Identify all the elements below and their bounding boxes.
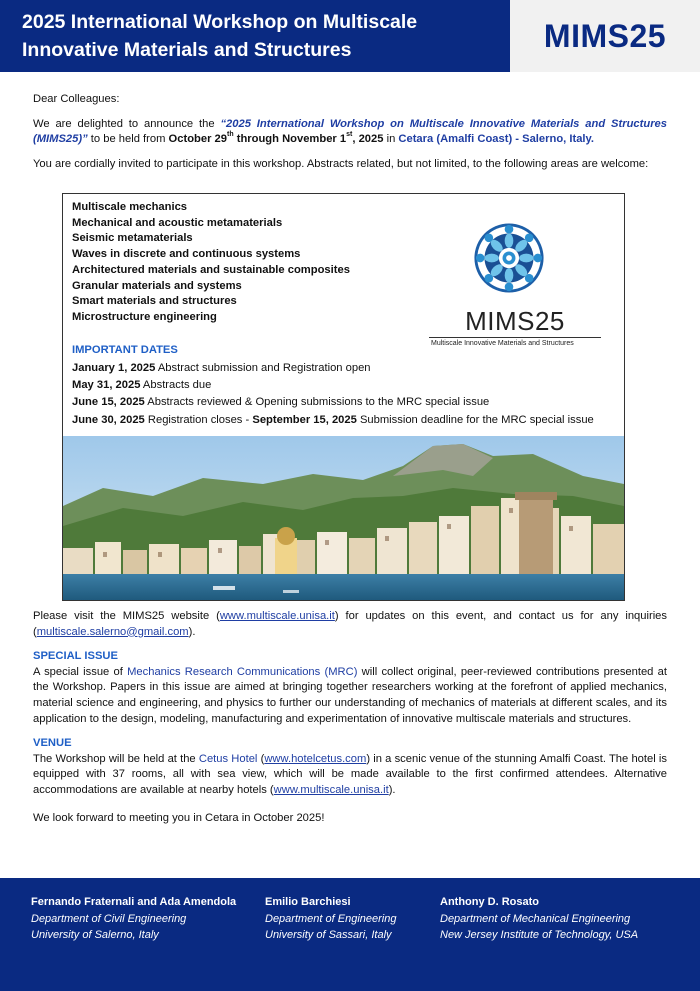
date-item: June 30, 2025 Registration closes - September 15, 2025 Submission deadline for the MRC special issue bbox=[72, 413, 594, 426]
intro-text: We are delighted to announce the bbox=[33, 117, 221, 130]
topic-item: Granular materials and systems bbox=[72, 279, 242, 292]
special-issue-heading: SPECIAL ISSUE bbox=[33, 650, 118, 663]
logo-subtitle: Multiscale Innovative Materials and Structures bbox=[431, 340, 574, 347]
hotel-name: Cetus Hotel bbox=[198, 752, 258, 765]
title-line-1: 2025 International Workshop on Multiscale bbox=[22, 11, 418, 33]
header-badge bbox=[510, 0, 700, 72]
alt-hotels-link[interactable]: www.multiscale.unisa.it bbox=[273, 783, 389, 796]
topic-item: Microstructure engineering bbox=[72, 310, 217, 323]
important-dates-list bbox=[72, 360, 594, 429]
mandala-icon bbox=[473, 222, 545, 294]
greeting: Dear Colleagues: bbox=[33, 93, 120, 105]
event-location: Cetara (Amalfi Coast) - Salerno, Italy. bbox=[398, 133, 595, 146]
organizer-3: Anthony D. Rosato Department of Mechanical Engineering New Jersey Institute of Technology, USA bbox=[440, 896, 639, 941]
venue-paragraph: The Workshop will be held at the Cetus Hotel (www.hotelcetus.com) in a scenic venue of the stunning Amalfi Coast. The hotel is equipped with 37 rooms, all with sea view, which will be made available to the first confirmed attendees. Alternative accommodations are available at nearby hotels (www.multiscale.unisa.it). bbox=[33, 752, 667, 796]
hotel-link[interactable]: www.hotelcetus.com bbox=[264, 752, 367, 765]
date-item: June 15, 2025 Abstracts reviewed & Opening submissions to the MRC special issue bbox=[72, 396, 490, 409]
topic-item: Seismic metamaterials bbox=[72, 232, 193, 245]
website-paragraph: Please visit the MIMS25 website (www.multiscale.unisa.it) for updates on this event, and contact us for any inquiries (multiscale.salerno@gmail.com). bbox=[33, 610, 667, 638]
logo-name: MIMS25 bbox=[465, 306, 565, 336]
organizer-1: Fernando Fraternali and Ada Amendola Department of Civil Engineering University of Salerno, Italy bbox=[31, 896, 237, 941]
topic-item: Mechanical and acoustic metamaterials bbox=[72, 216, 283, 229]
cetara-photo bbox=[63, 436, 624, 600]
event-name: “2025 International Workshop on Multiscale Innovative Materials and Structures (MIMS25)” bbox=[33, 117, 667, 146]
special-issue-paragraph: A special issue of Mechanics Research Communications (MRC) will collect original, peer-reviewed contributions presented at the Workshop. Papers in this issue are aimed at bringing together researchers working at the forefront of applied mechanics, material science and engineering, and physics to further our understanding of mechanics of materials at different scales, and its application to the design, modeling, manufacturing and experimentation of innovative multiscale materials and structures. bbox=[33, 665, 667, 725]
date-item: May 31, 2025 Abstracts due bbox=[72, 379, 212, 392]
intro-section bbox=[33, 92, 667, 181]
journal-name: Mechanics Research Communications (MRC) bbox=[127, 665, 358, 678]
mims25-logo bbox=[429, 222, 601, 352]
badge-text: MIMS25 bbox=[543, 17, 667, 54]
topic-item: Waves in discrete and continuous systems bbox=[72, 248, 301, 261]
topic-item: Smart materials and structures bbox=[72, 295, 237, 308]
topics-box bbox=[62, 193, 625, 601]
invite-paragraph: You are cordially invited to participate in this workshop. Abstracts related, but not limited, to the following areas are welcome: bbox=[33, 157, 649, 170]
logo-divider bbox=[429, 337, 601, 338]
details-section bbox=[33, 609, 667, 835]
topic-item: Multiscale mechanics bbox=[72, 201, 188, 213]
important-dates-heading: IMPORTANT DATES bbox=[72, 344, 178, 356]
header-banner bbox=[0, 0, 700, 72]
venue-heading: VENUE bbox=[33, 737, 72, 750]
website-link[interactable]: www.multiscale.unisa.it bbox=[219, 610, 335, 622]
organizer-2: Emilio Barchiesi Department of Engineering University of Sassari, Italy bbox=[265, 896, 397, 941]
intro-text: in bbox=[383, 133, 399, 146]
date-from: October 29th through November 1st, 2025 bbox=[168, 131, 384, 146]
intro-paragraph bbox=[33, 117, 667, 148]
title-line-2: Innovative Materials and Structures bbox=[22, 39, 352, 61]
email-link[interactable]: multiscale.salerno@gmail.com bbox=[36, 625, 189, 638]
closing-line: We look forward to meeting you in Cetara in October 2025! bbox=[33, 811, 325, 824]
date-item: January 1, 2025 Abstract submission and Registration open bbox=[72, 362, 371, 374]
topic-item: Architectured materials and sustainable composites bbox=[72, 263, 350, 276]
footer-organizers bbox=[0, 878, 700, 991]
page-title bbox=[22, 8, 492, 64]
topics-list bbox=[72, 200, 350, 326]
intro-text: to be held from bbox=[87, 133, 169, 146]
